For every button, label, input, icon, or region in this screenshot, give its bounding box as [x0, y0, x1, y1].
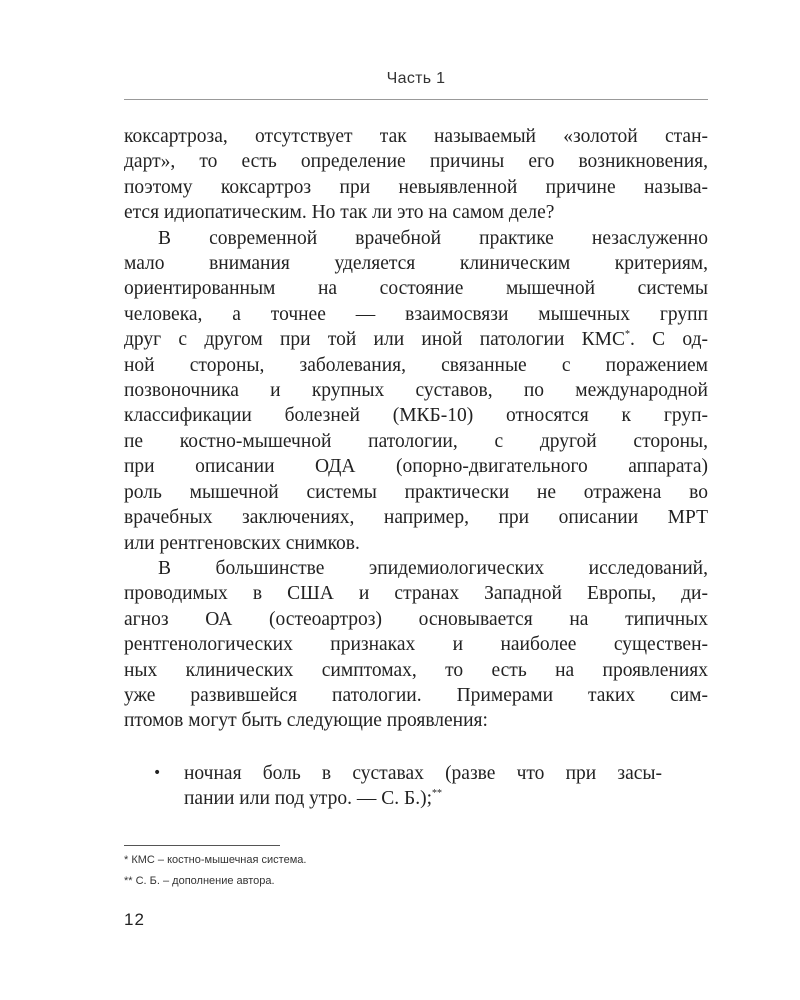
bullet-icon: •: [153, 765, 162, 781]
paragraph-3: [124, 556, 708, 734]
list-item: [124, 761, 662, 812]
running-head: Часть 1: [386, 70, 446, 87]
page-number: 12: [124, 910, 145, 929]
text-line: В большинстве эпидемиологических исследований,: [158, 557, 708, 579]
header-divider: [124, 99, 708, 100]
footnote-marker: *: [625, 329, 630, 341]
body-text: [124, 124, 708, 734]
text-line: или рентгеновских снимков.: [124, 532, 360, 554]
text-line: человека, а точнее — взаимосвязи мышечных групп: [124, 303, 708, 325]
text-line: ных клинических симптомах, то есть на проявлениях: [124, 659, 708, 681]
paragraph-1: [124, 124, 708, 226]
text-line: ночная боль в суставах (разве что при засы-: [184, 763, 662, 784]
text-line: птомов могут быть следующие проявления:: [124, 710, 488, 732]
text-line: при описании ОДА (опорно-двигательного аппарата): [124, 456, 708, 478]
text-line: уже развившейся патологии. Примерами таких сим-: [124, 684, 708, 706]
text-line: ориентированным на состояние мышечной системы: [124, 278, 708, 300]
footnote: * КМС – костно-мышечная система.: [124, 854, 307, 866]
text-line-part: . С од-: [630, 329, 708, 351]
bullet-list: [124, 761, 708, 812]
text-line-part: стороны, заболевания, связанные с поражением: [189, 354, 708, 376]
text-line: поэтому коксартроз при невыявленной причине называ-: [124, 176, 708, 198]
text-line: рентгенологических признаках и наиболее существен-: [124, 634, 708, 656]
text-line: В современной врачебной практике незаслуженно: [158, 227, 708, 249]
paragraph-2: [124, 226, 708, 556]
text-line: ется идиопатическим. Но так ли это на самом деле?: [124, 202, 555, 224]
footnote-marker: **: [432, 788, 443, 800]
footnote-divider: [124, 845, 280, 846]
text-line: роль мышечной системы практически не отражена во: [124, 481, 708, 503]
text-line: пе костно-мышечной патологии, с другой стороны,: [124, 430, 708, 452]
text-line: [184, 786, 662, 811]
text-line: мало внимания уделяется клиническим критериям,: [124, 253, 708, 275]
text-line: [124, 327, 708, 352]
text-line: агноз ОА (остеоартроз) основывается на типичных: [124, 608, 708, 630]
footnote: ** С. Б. – дополнение автора.: [124, 875, 275, 887]
text-line: проводимых в США и странах Западной Европы, ди-: [124, 583, 708, 605]
text-line-part: друг с другом при той или иной патологии КМС: [124, 329, 625, 351]
text-line-part: пании или под утро. — С. Б.);: [184, 788, 433, 810]
text-line: классификации болезней (МКБ-10) относятся к груп-: [124, 405, 708, 427]
text-line: коксартроза, отсутствует так называемый «золотой стан-: [124, 126, 708, 147]
footnotes: [124, 850, 624, 892]
text-line: дарт», то есть определение причины его возникновения,: [124, 151, 708, 173]
text-line: позвоночника и крупных суставов, по международной: [124, 380, 708, 402]
text-line: [124, 353, 708, 378]
text-line: врачебных заключениях, например, при описании МРТ: [124, 507, 708, 529]
text-line-part: ной: [124, 354, 190, 376]
